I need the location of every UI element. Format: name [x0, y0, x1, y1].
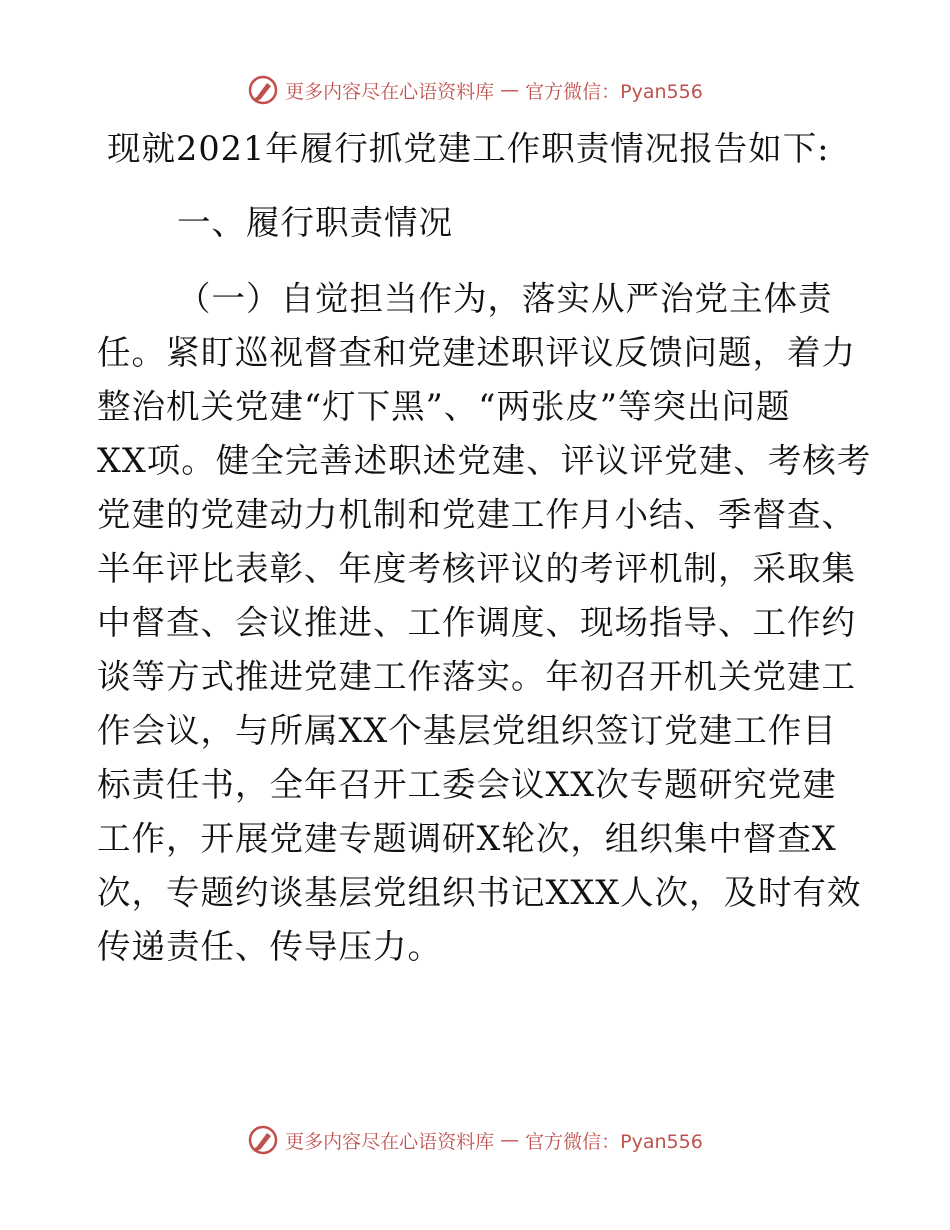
paragraph-line: 作会议，与所属XX个基层党组织签订党建工作目	[97, 711, 837, 750]
watermark-separator: —	[500, 1129, 520, 1151]
watermark-contact: 官方微信：Pyan556	[525, 80, 703, 103]
paragraph-line: 半年评比表彰、年度考核评议的考评机制，采取集	[97, 549, 856, 588]
paragraph-line: 中督查、会议推进、工作调度、现场指导、工作约	[97, 603, 856, 642]
watermark-separator: —	[500, 79, 520, 101]
watermark-main-text: 更多内容尽在心语资料库	[285, 1130, 495, 1153]
paragraph-line: 次，专题约谈基层党组织书记XXX人次，及时有效	[97, 873, 862, 912]
pen-nib-logo-icon	[247, 1124, 279, 1156]
paragraph-line: 任。紧盯巡视督查和党建述职评议反馈问题，着力	[97, 333, 856, 372]
section-heading: 一、履行职责情况	[177, 203, 453, 242]
paragraph	[97, 272, 872, 974]
paragraph-line: 整治机关党建“灯下黑”、“两张皮”等突出问题	[97, 387, 791, 426]
paragraph-line: 党建的党建动力机制和党建工作月小结、季督查、	[97, 495, 856, 534]
header-watermark	[0, 74, 950, 106]
paragraph-line: 标责任书，全年召开工委会议XX次专题研究党建	[97, 765, 837, 804]
paragraph-line: 谈等方式推进党建工作落实。年初召开机关党建工	[97, 657, 856, 696]
footer-watermark	[0, 1124, 950, 1156]
paragraph-line: 传递责任、传导压力。	[97, 927, 442, 966]
intro-line: 现就2021年履行抓党建工作职责情况报告如下:	[107, 129, 830, 168]
watermark-contact: 官方微信：Pyan556	[525, 1130, 703, 1153]
paragraph-line: XX项。健全完善述职述党建、评议评党建、考核考	[97, 441, 872, 480]
paragraph-line: （一）自觉担当作为，落实从严治党主体责	[177, 279, 833, 318]
paragraph-line: 工作，开展党建专题调研X轮次，组织集中督查X	[97, 819, 837, 858]
watermark-main-text: 更多内容尽在心语资料库	[285, 80, 495, 103]
document-body	[97, 120, 872, 974]
pen-nib-logo-icon	[247, 74, 279, 106]
